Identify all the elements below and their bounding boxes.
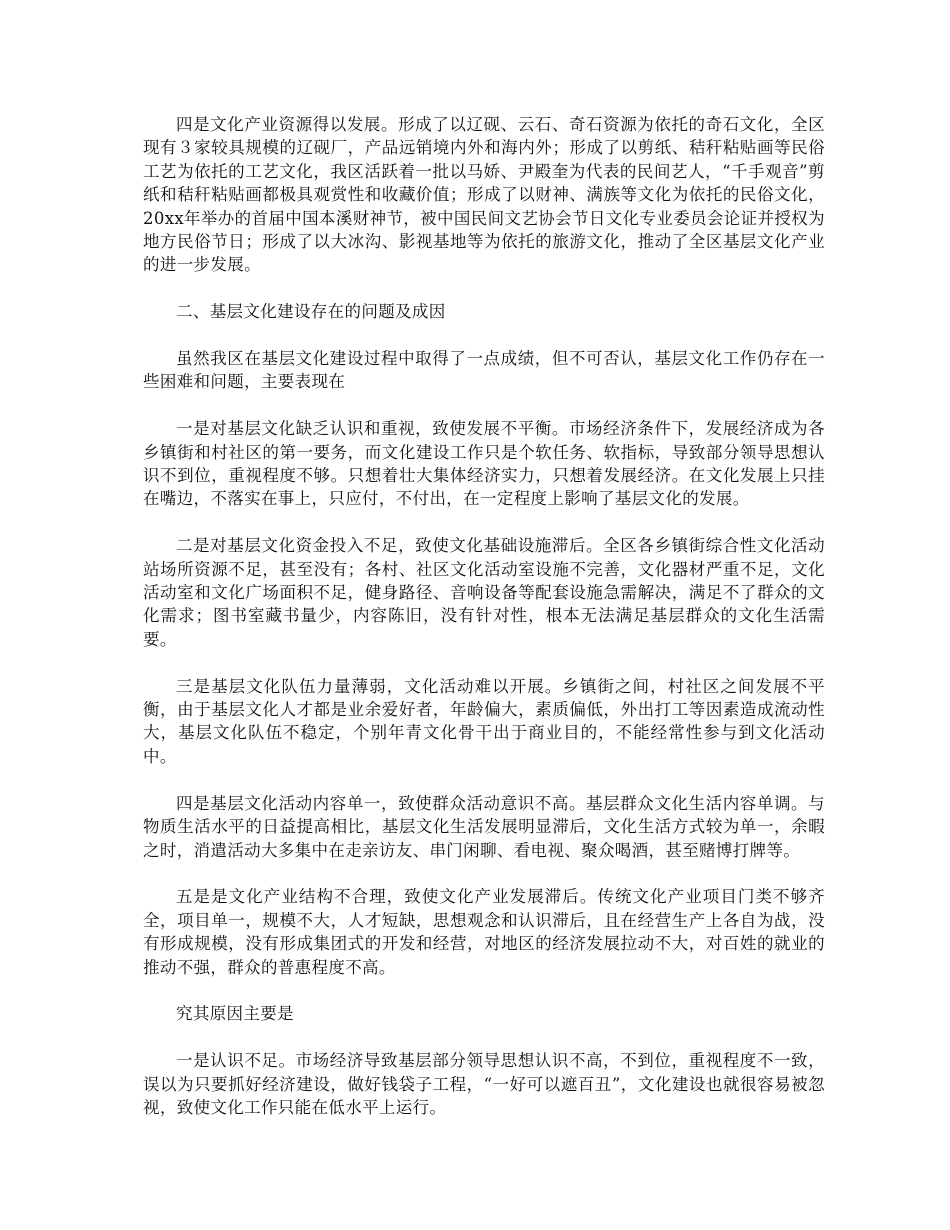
paragraph-cultural-industry-resources: 四是文化产业资源得以发展。形成了以辽砚、云石、奇石资源为依托的奇石文化，全区现有３家较具规模的辽砚厂，产品远销境内外和海内外；形成了以剪纸、秸秆粘贴画等民俗工艺为依托的工艺文化，我区活跃着一批以马娇、尹殿奎为代表的民间艺人，“千手观音”剪纸和秸秆粘贴画都极具观赏性和收藏价值；形成了以财神、满族等文化为依托的民俗文化，20xx年举办的首届中国本溪财神节，被中国民间文艺协会节日文化专业委员会论证并授权为地方民俗节日；形成了以大冰沟、影视基地等为依托的旅游文化，推动了全区基层文化产业的进一步发展。 xyxy=(143,115,825,275)
paragraph-problem-five: 五是是文化产业结构不合理，致使文化产业发展滞后。传统文化产业项目门类不够齐全，项目单一，规模不大，人才短缺，思想观念和认识滞后，且在经营生产上各自为战，没有形成规模，没有形成集团式的开发和经营，对地区的经济发展拉动不大，对百姓的就业的推动不强，群众的普惠程度不高。 xyxy=(143,887,825,977)
paragraph-cause-one: 一是认识不足。市场经济导致基层部分领导思想认识不高，不到位，重视程度不一致，误以为只要抓好经济建设，做好钱袋子工程，“一好可以遮百丑”，文化建设也就很容易被忽视，致使文化工作只能在低水平上运行。 xyxy=(143,1051,825,1117)
paragraph-problem-four: 四是基层文化活动内容单一，致使群众活动意识不高。基层群众文化生活内容单调。与物质生活水平的日益提高相比，基层文化生活发展明显滞后，文化生活方式较为单一，余暇之时，消遣活动大多集中在走亲访友、串门闲聊、看电视、聚众喝酒，甚至赌博打牌等。 xyxy=(143,793,825,860)
paragraph-problem-two: 二是对基层文化资金投入不足，致使文化基础设施滞后。全区各乡镇街综合性文化活动站场所资源不足，甚至没有；各村、社区文化活动室设施不完善，文化器材严重不足，文化活动室和文化广场面积不足，健身路径、音响设备等配套设施急需解决，满足不了群众的文化需求；图书室藏书量少，内容陈旧，没有针对性，根本无法满足基层群众的文化生活需要。 xyxy=(143,536,825,649)
paragraph-intro-problems: 虽然我区在基层文化建设过程中取得了一点成绩，但不可否认，基层文化工作仍存在一些困难和问题，主要表现在 xyxy=(143,349,825,392)
document-body xyxy=(143,113,825,1143)
paragraph-problem-three: 三是基层文化队伍力量薄弱，文化活动难以开展。乡镇街之间，村社区之间发展不平衡，由于基层文化人才都是业余爱好者，年龄偏大，素质偏低，外出打工等因素造成流动性大，基层文化队伍不稳定，个别年青文化骨干出于商业目的，不能经常性参与到文化活动中。 xyxy=(143,676,825,766)
paragraph-causes-intro: 究其原因主要是 xyxy=(176,1004,294,1024)
section-heading-problems-and-causes: 二、基层文化建设存在的问题及成因 xyxy=(176,302,446,322)
paragraph-problem-one: 一是对基层文化缺乏认识和重视，致使发展不平衡。市场经济条件下，发展经济成为各乡镇街和村社区的第一要务，而文化建设工作只是个软任务、软指标，导致部分领导思想认识不到位，重视程度不够。只想着壮大集体经济实力，只想着发展经济。在文化发展上只挂在嘴边，不落实在事上，只应付，不付出，在一定程度上影响了基层文化的发展。 xyxy=(143,419,825,509)
